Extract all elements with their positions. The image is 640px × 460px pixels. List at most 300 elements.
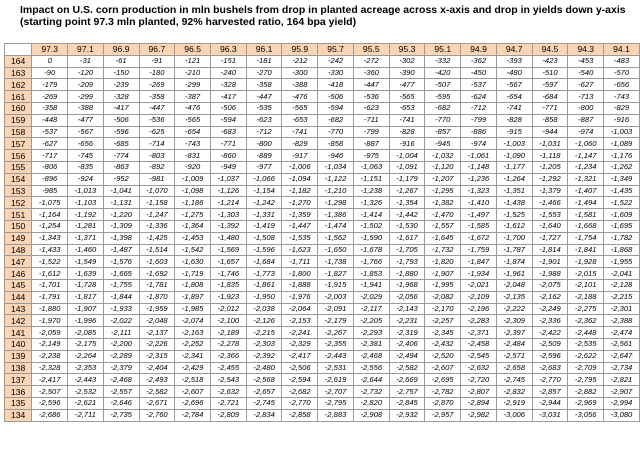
row-header-yield: 145 bbox=[5, 279, 32, 291]
column-header-acreage: 95.7 bbox=[318, 44, 354, 56]
table-cell: -2,944 bbox=[532, 397, 568, 409]
table-cell: -2,109 bbox=[461, 291, 497, 303]
table-cell: -2,289 bbox=[103, 350, 139, 362]
table-cell: -1,242 bbox=[246, 197, 282, 209]
table-cell: -2,671 bbox=[139, 397, 175, 409]
table-cell: -682 bbox=[318, 114, 354, 126]
table-cell: -2,982 bbox=[461, 409, 497, 421]
table-cell: -2,757 bbox=[389, 386, 425, 398]
table-cell: -2,760 bbox=[139, 409, 175, 421]
table-row bbox=[5, 126, 640, 138]
table-cell: -2,969 bbox=[568, 397, 604, 409]
table-cell: -945 bbox=[425, 138, 461, 150]
table-cell: -1,192 bbox=[68, 209, 104, 221]
table-cell: -1,063 bbox=[353, 161, 389, 173]
table-cell: -2,101 bbox=[568, 279, 604, 291]
table-cell: -1,494 bbox=[568, 197, 604, 209]
table-cell: -1,988 bbox=[532, 268, 568, 280]
corner-cell bbox=[5, 44, 32, 56]
table-cell: -1,349 bbox=[604, 173, 640, 185]
table-cell: -2,820 bbox=[353, 397, 389, 409]
table-cell: -1,303 bbox=[210, 209, 246, 221]
table-cell: -390 bbox=[389, 67, 425, 79]
table-cell: -1,907 bbox=[425, 268, 461, 280]
table-cell: -1,270 bbox=[282, 197, 318, 209]
chart-title: Impact on U.S. corn production in mln bushels from drop in planted acreage across x-axis and drop in yields down y-axis (starting point 97.3 mln planted, 92% harvested ratio, 164 bpa yield) bbox=[20, 4, 626, 28]
table-cell: -683 bbox=[210, 126, 246, 138]
table-cell: -1,888 bbox=[282, 279, 318, 291]
table-cell: -1,907 bbox=[68, 303, 104, 315]
column-header-acreage: 95.9 bbox=[282, 44, 318, 56]
table-cell: -510 bbox=[532, 67, 568, 79]
table-cell: -420 bbox=[425, 67, 461, 79]
table-row bbox=[5, 102, 640, 114]
table-cell: -180 bbox=[139, 67, 175, 79]
table-cell: -2,432 bbox=[425, 338, 461, 350]
table-cell: -1,126 bbox=[210, 185, 246, 197]
table-cell: -2,845 bbox=[389, 397, 425, 409]
table-cell: -896 bbox=[32, 173, 68, 185]
table-cell: -507 bbox=[425, 79, 461, 91]
table-cell: -717 bbox=[32, 150, 68, 162]
table-cell: -1,275 bbox=[175, 209, 211, 221]
table-cell: -2,448 bbox=[568, 327, 604, 339]
table-cell: -1,323 bbox=[461, 185, 497, 197]
table-cell: -388 bbox=[68, 102, 104, 114]
table-cell: -1,326 bbox=[353, 197, 389, 209]
table-cell: -743 bbox=[175, 138, 211, 150]
table-cell: -2,682 bbox=[282, 386, 318, 398]
table-cell: -2,807 bbox=[461, 386, 497, 398]
table-cell: -209 bbox=[68, 79, 104, 91]
row-header-yield: 160 bbox=[5, 102, 32, 114]
table-cell: -570 bbox=[604, 67, 640, 79]
table-cell: -2,267 bbox=[318, 327, 354, 339]
table-cell: -2,215 bbox=[604, 291, 640, 303]
table-cell: -1,814 bbox=[532, 244, 568, 256]
table-cell: -2,170 bbox=[425, 303, 461, 315]
table-cell: -1,596 bbox=[246, 244, 282, 256]
table-cell: -2,686 bbox=[32, 409, 68, 421]
table-cell: -2,128 bbox=[604, 279, 640, 291]
table-cell: -1,147 bbox=[568, 150, 604, 162]
table-cell: -949 bbox=[210, 161, 246, 173]
table-cell: -2,074 bbox=[175, 315, 211, 327]
table-cell: -1,414 bbox=[353, 209, 389, 221]
table-cell: -625 bbox=[139, 126, 175, 138]
table-cell: -31 bbox=[68, 55, 104, 67]
table-row bbox=[5, 409, 640, 421]
table-cell: -2,721 bbox=[210, 397, 246, 409]
table-cell: -2,362 bbox=[568, 315, 604, 327]
table-row bbox=[5, 327, 640, 339]
table-cell: -653 bbox=[389, 102, 425, 114]
row-header-yield: 155 bbox=[5, 161, 32, 173]
column-header-acreage: 95.3 bbox=[389, 44, 425, 56]
table-row bbox=[5, 386, 640, 398]
table-row bbox=[5, 315, 640, 327]
table-cell: -2,029 bbox=[353, 291, 389, 303]
table-cell: -151 bbox=[210, 55, 246, 67]
table-cell: -1,103 bbox=[68, 197, 104, 209]
table-row bbox=[5, 350, 640, 362]
table-cell: -1,336 bbox=[139, 220, 175, 232]
table-cell: -1,435 bbox=[604, 185, 640, 197]
table-cell: -2,795 bbox=[318, 397, 354, 409]
table-cell: -2,319 bbox=[389, 327, 425, 339]
table-cell: -1,590 bbox=[353, 232, 389, 244]
table-cell: -974 bbox=[568, 126, 604, 138]
table-cell: -2,189 bbox=[210, 327, 246, 339]
table-cell: -916 bbox=[604, 114, 640, 126]
table-cell: -2,520 bbox=[425, 350, 461, 362]
table-cell: -806 bbox=[32, 161, 68, 173]
table-cell: -2,735 bbox=[103, 409, 139, 421]
table-cell: -2,957 bbox=[425, 409, 461, 421]
table-cell: -2,468 bbox=[103, 374, 139, 386]
table-cell: -1,061 bbox=[461, 150, 497, 162]
table-cell: -1,098 bbox=[175, 185, 211, 197]
table-cell: -1,766 bbox=[353, 256, 389, 268]
table-row bbox=[5, 244, 640, 256]
table-cell: -565 bbox=[175, 114, 211, 126]
table-cell: -2,205 bbox=[353, 315, 389, 327]
table-cell: -506 bbox=[103, 114, 139, 126]
table-cell: -417 bbox=[210, 91, 246, 103]
table-cell: -91 bbox=[139, 55, 175, 67]
table-cell: -1,581 bbox=[568, 209, 604, 221]
row-header-yield: 147 bbox=[5, 256, 32, 268]
table-cell: -2,745 bbox=[496, 374, 532, 386]
table-cell: -388 bbox=[282, 79, 318, 91]
table-cell: -1,787 bbox=[496, 244, 532, 256]
table-cell: -483 bbox=[604, 55, 640, 67]
table-cell: -2,366 bbox=[210, 350, 246, 362]
table-cell: -362 bbox=[461, 55, 497, 67]
table-cell: -2,135 bbox=[496, 291, 532, 303]
table-cell: -210 bbox=[175, 67, 211, 79]
table-cell: -2,257 bbox=[425, 315, 461, 327]
table-cell: -916 bbox=[389, 138, 425, 150]
table-cell: -1,091 bbox=[389, 161, 425, 173]
table-cell: -974 bbox=[461, 138, 497, 150]
row-header-yield: 161 bbox=[5, 91, 32, 103]
row-header-yield: 158 bbox=[5, 126, 32, 138]
table-cell: -2,734 bbox=[604, 362, 640, 374]
table-cell: -299 bbox=[175, 79, 211, 91]
table-cell: -536 bbox=[353, 91, 389, 103]
column-header-acreage: 96.1 bbox=[246, 44, 282, 56]
table-row bbox=[5, 161, 640, 173]
table-cell: -1,968 bbox=[389, 279, 425, 291]
table-cell: -477 bbox=[68, 114, 104, 126]
table-cell: -2,111 bbox=[103, 327, 139, 339]
table-cell: -299 bbox=[68, 91, 104, 103]
table-cell: -1,186 bbox=[175, 197, 211, 209]
table-cell: -1,738 bbox=[318, 256, 354, 268]
table-cell: -1,668 bbox=[568, 220, 604, 232]
table-row bbox=[5, 220, 640, 232]
table-cell: -2,732 bbox=[353, 386, 389, 398]
table-cell: -2,341 bbox=[175, 350, 211, 362]
table-cell: -1,961 bbox=[496, 268, 532, 280]
table-cell: -2,632 bbox=[210, 386, 246, 398]
table-cell: -1,447 bbox=[282, 220, 318, 232]
table-cell: -2,607 bbox=[425, 362, 461, 374]
table-cell: -627 bbox=[32, 138, 68, 150]
table-cell: -1,298 bbox=[318, 197, 354, 209]
table-cell: -1,371 bbox=[68, 232, 104, 244]
table-row bbox=[5, 209, 640, 221]
table-cell: -1,820 bbox=[425, 256, 461, 268]
table-cell: -1,623 bbox=[282, 244, 318, 256]
table-cell: -2,545 bbox=[461, 350, 497, 362]
table-cell: -2,126 bbox=[246, 315, 282, 327]
row-header-yield: 150 bbox=[5, 220, 32, 232]
table-cell: -1,522 bbox=[32, 256, 68, 268]
table-cell: -2,883 bbox=[318, 409, 354, 421]
table-cell: -1,928 bbox=[568, 256, 604, 268]
table-cell: -623 bbox=[353, 102, 389, 114]
table-cell: -977 bbox=[246, 161, 282, 173]
table-cell: -924 bbox=[68, 173, 104, 185]
table-cell: -1,976 bbox=[282, 291, 318, 303]
table-cell: -800 bbox=[246, 138, 282, 150]
table-cell: -1,425 bbox=[139, 232, 175, 244]
table-cell: -920 bbox=[175, 161, 211, 173]
table-cell: -1,003 bbox=[604, 126, 640, 138]
table-cell: -393 bbox=[496, 55, 532, 67]
table-cell: -269 bbox=[32, 91, 68, 103]
table-cell: -2,568 bbox=[246, 374, 282, 386]
table-cell: -567 bbox=[496, 79, 532, 91]
row-header-yield: 146 bbox=[5, 268, 32, 280]
table-cell: -2,832 bbox=[496, 386, 532, 398]
row-header-yield: 142 bbox=[5, 315, 32, 327]
table-cell: -2,303 bbox=[246, 338, 282, 350]
row-header-yield: 135 bbox=[5, 397, 32, 409]
table-cell: -1,359 bbox=[282, 209, 318, 221]
table-row bbox=[5, 114, 640, 126]
table-cell: -654 bbox=[175, 126, 211, 138]
table-cell: -1,453 bbox=[175, 232, 211, 244]
table-cell: -2,770 bbox=[282, 397, 318, 409]
table-cell: -1,382 bbox=[425, 197, 461, 209]
table-cell: -212 bbox=[282, 55, 318, 67]
table-cell: -2,506 bbox=[282, 362, 318, 374]
row-header-yield: 141 bbox=[5, 327, 32, 339]
table-cell: -1,612 bbox=[32, 268, 68, 280]
table-cell: -1,841 bbox=[568, 244, 604, 256]
row-header-yield: 138 bbox=[5, 362, 32, 374]
table-cell: -2,458 bbox=[461, 338, 497, 350]
table-cell: -597 bbox=[532, 79, 568, 91]
table-cell: -1,236 bbox=[461, 173, 497, 185]
table-cell: -1,754 bbox=[568, 232, 604, 244]
table-row bbox=[5, 291, 640, 303]
table-cell: -1,295 bbox=[425, 185, 461, 197]
table-cell: -1,569 bbox=[210, 244, 246, 256]
table-cell: -595 bbox=[425, 91, 461, 103]
table-cell: -2,215 bbox=[246, 327, 282, 339]
table-cell: -1,474 bbox=[318, 220, 354, 232]
table-cell: 0 bbox=[32, 55, 68, 67]
table-cell: -1,075 bbox=[32, 197, 68, 209]
table-cell: -743 bbox=[604, 91, 640, 103]
table-cell: -1,701 bbox=[32, 279, 68, 291]
table-cell: -447 bbox=[246, 91, 282, 103]
table-cell: -2,406 bbox=[389, 338, 425, 350]
table-cell: -150 bbox=[103, 67, 139, 79]
table-cell: -800 bbox=[568, 102, 604, 114]
table-row bbox=[5, 268, 640, 280]
table-cell: -1,164 bbox=[32, 209, 68, 221]
table-cell: -2,301 bbox=[604, 303, 640, 315]
table-cell: -770 bbox=[425, 114, 461, 126]
table-cell: -476 bbox=[175, 102, 211, 114]
table-cell: -2,882 bbox=[568, 386, 604, 398]
table-cell: -2,226 bbox=[139, 338, 175, 350]
table-cell: -476 bbox=[282, 91, 318, 103]
table-cell: -946 bbox=[318, 150, 354, 162]
table-cell: -2,021 bbox=[461, 279, 497, 291]
table-cell: -1,214 bbox=[210, 197, 246, 209]
table-cell: -535 bbox=[246, 102, 282, 114]
table-row bbox=[5, 138, 640, 150]
table-cell: -831 bbox=[175, 150, 211, 162]
table-cell: -858 bbox=[318, 138, 354, 150]
table-cell: -2,309 bbox=[496, 315, 532, 327]
table-cell: -2,422 bbox=[532, 327, 568, 339]
table-cell: -1,562 bbox=[318, 232, 354, 244]
table-cell: -1,118 bbox=[532, 150, 568, 162]
table-cell: -917 bbox=[282, 150, 318, 162]
table-cell: -1,003 bbox=[496, 138, 532, 150]
table-cell: -2,117 bbox=[353, 303, 389, 315]
table-row bbox=[5, 374, 640, 386]
table-cell: -770 bbox=[318, 126, 354, 138]
table-cell: -2,720 bbox=[461, 374, 497, 386]
table-cell: -1,379 bbox=[532, 185, 568, 197]
table-cell: -1,264 bbox=[496, 173, 532, 185]
table-cell: -1,407 bbox=[568, 185, 604, 197]
table-cell: -828 bbox=[389, 126, 425, 138]
row-header-yield: 148 bbox=[5, 244, 32, 256]
table-cell: -2,709 bbox=[568, 362, 604, 374]
row-header-yield: 157 bbox=[5, 138, 32, 150]
table-body bbox=[5, 55, 640, 421]
table-cell: -2,582 bbox=[139, 386, 175, 398]
table-cell: -1,773 bbox=[246, 268, 282, 280]
table-cell: -1,650 bbox=[318, 244, 354, 256]
table-cell: -712 bbox=[246, 126, 282, 138]
table-cell: -1,617 bbox=[389, 232, 425, 244]
table-cell: -2,493 bbox=[139, 374, 175, 386]
table-cell: -447 bbox=[353, 79, 389, 91]
table-cell: -1,861 bbox=[246, 279, 282, 291]
table-row bbox=[5, 91, 640, 103]
table-row bbox=[5, 67, 640, 79]
table-cell: -1,034 bbox=[318, 161, 354, 173]
table-cell: -2,196 bbox=[461, 303, 497, 315]
table-cell: -3,031 bbox=[532, 409, 568, 421]
table-cell: -981 bbox=[139, 173, 175, 185]
column-header-acreage: 97.1 bbox=[68, 44, 104, 56]
row-header-yield: 137 bbox=[5, 374, 32, 386]
table-cell: -2,919 bbox=[496, 397, 532, 409]
table-cell: -2,834 bbox=[246, 409, 282, 421]
table-cell: -887 bbox=[568, 114, 604, 126]
column-header-acreage: 95.5 bbox=[353, 44, 389, 56]
table-cell: -2,041 bbox=[604, 268, 640, 280]
table-cell: -1,502 bbox=[353, 220, 389, 232]
table-cell: -181 bbox=[246, 55, 282, 67]
table-cell: -829 bbox=[282, 138, 318, 150]
table-cell: -2,238 bbox=[32, 350, 68, 362]
table-cell: -1,934 bbox=[461, 268, 497, 280]
column-header-acreage: 94.5 bbox=[532, 44, 568, 56]
column-header-acreage: 94.7 bbox=[496, 44, 532, 56]
table-cell: -2,082 bbox=[425, 291, 461, 303]
table-cell: -2,531 bbox=[318, 362, 354, 374]
table-cell: -2,059 bbox=[32, 327, 68, 339]
table-cell: -889 bbox=[246, 150, 282, 162]
table-cell: -684 bbox=[532, 91, 568, 103]
row-header-yield: 162 bbox=[5, 79, 32, 91]
table-cell: -1,331 bbox=[246, 209, 282, 221]
table-cell: -1,639 bbox=[68, 268, 104, 280]
table-cell: -2,179 bbox=[318, 315, 354, 327]
table-cell: -2,091 bbox=[318, 303, 354, 315]
table-cell: -1,070 bbox=[139, 185, 175, 197]
table-cell: -2,683 bbox=[532, 362, 568, 374]
table-cell: -624 bbox=[461, 91, 497, 103]
table-cell: -1,238 bbox=[353, 185, 389, 197]
table-row bbox=[5, 303, 640, 315]
table-cell: -1,442 bbox=[389, 209, 425, 221]
table-cell: -1,364 bbox=[175, 220, 211, 232]
row-header-yield: 139 bbox=[5, 350, 32, 362]
table-cell: -1,728 bbox=[68, 279, 104, 291]
table-cell: -2,657 bbox=[246, 386, 282, 398]
table-cell: -1,321 bbox=[568, 173, 604, 185]
table-cell: -2,143 bbox=[389, 303, 425, 315]
table-cell: -2,644 bbox=[353, 374, 389, 386]
table-cell: -1,800 bbox=[282, 268, 318, 280]
table-cell: -1,410 bbox=[461, 197, 497, 209]
table-cell: -745 bbox=[68, 150, 104, 162]
table-cell: -2,669 bbox=[389, 374, 425, 386]
table-cell: -2,388 bbox=[604, 315, 640, 327]
table-cell: -1,542 bbox=[175, 244, 211, 256]
row-header-yield: 151 bbox=[5, 209, 32, 221]
column-header-acreage: 96.7 bbox=[139, 44, 175, 56]
table-cell: -1,782 bbox=[604, 232, 640, 244]
table-cell: -741 bbox=[282, 126, 318, 138]
table-cell: -121 bbox=[175, 55, 211, 67]
table-cell: -565 bbox=[282, 102, 318, 114]
table-cell: -2,646 bbox=[103, 397, 139, 409]
table-cell: -328 bbox=[103, 91, 139, 103]
table-cell: -1,094 bbox=[282, 173, 318, 185]
table-cell: -2,556 bbox=[353, 362, 389, 374]
table-cell: -799 bbox=[353, 126, 389, 138]
table-cell: -2,745 bbox=[246, 397, 282, 409]
table-cell: -2,355 bbox=[318, 338, 354, 350]
table-cell: -711 bbox=[353, 114, 389, 126]
table-cell: -2,494 bbox=[389, 350, 425, 362]
table-cell: -892 bbox=[139, 161, 175, 173]
